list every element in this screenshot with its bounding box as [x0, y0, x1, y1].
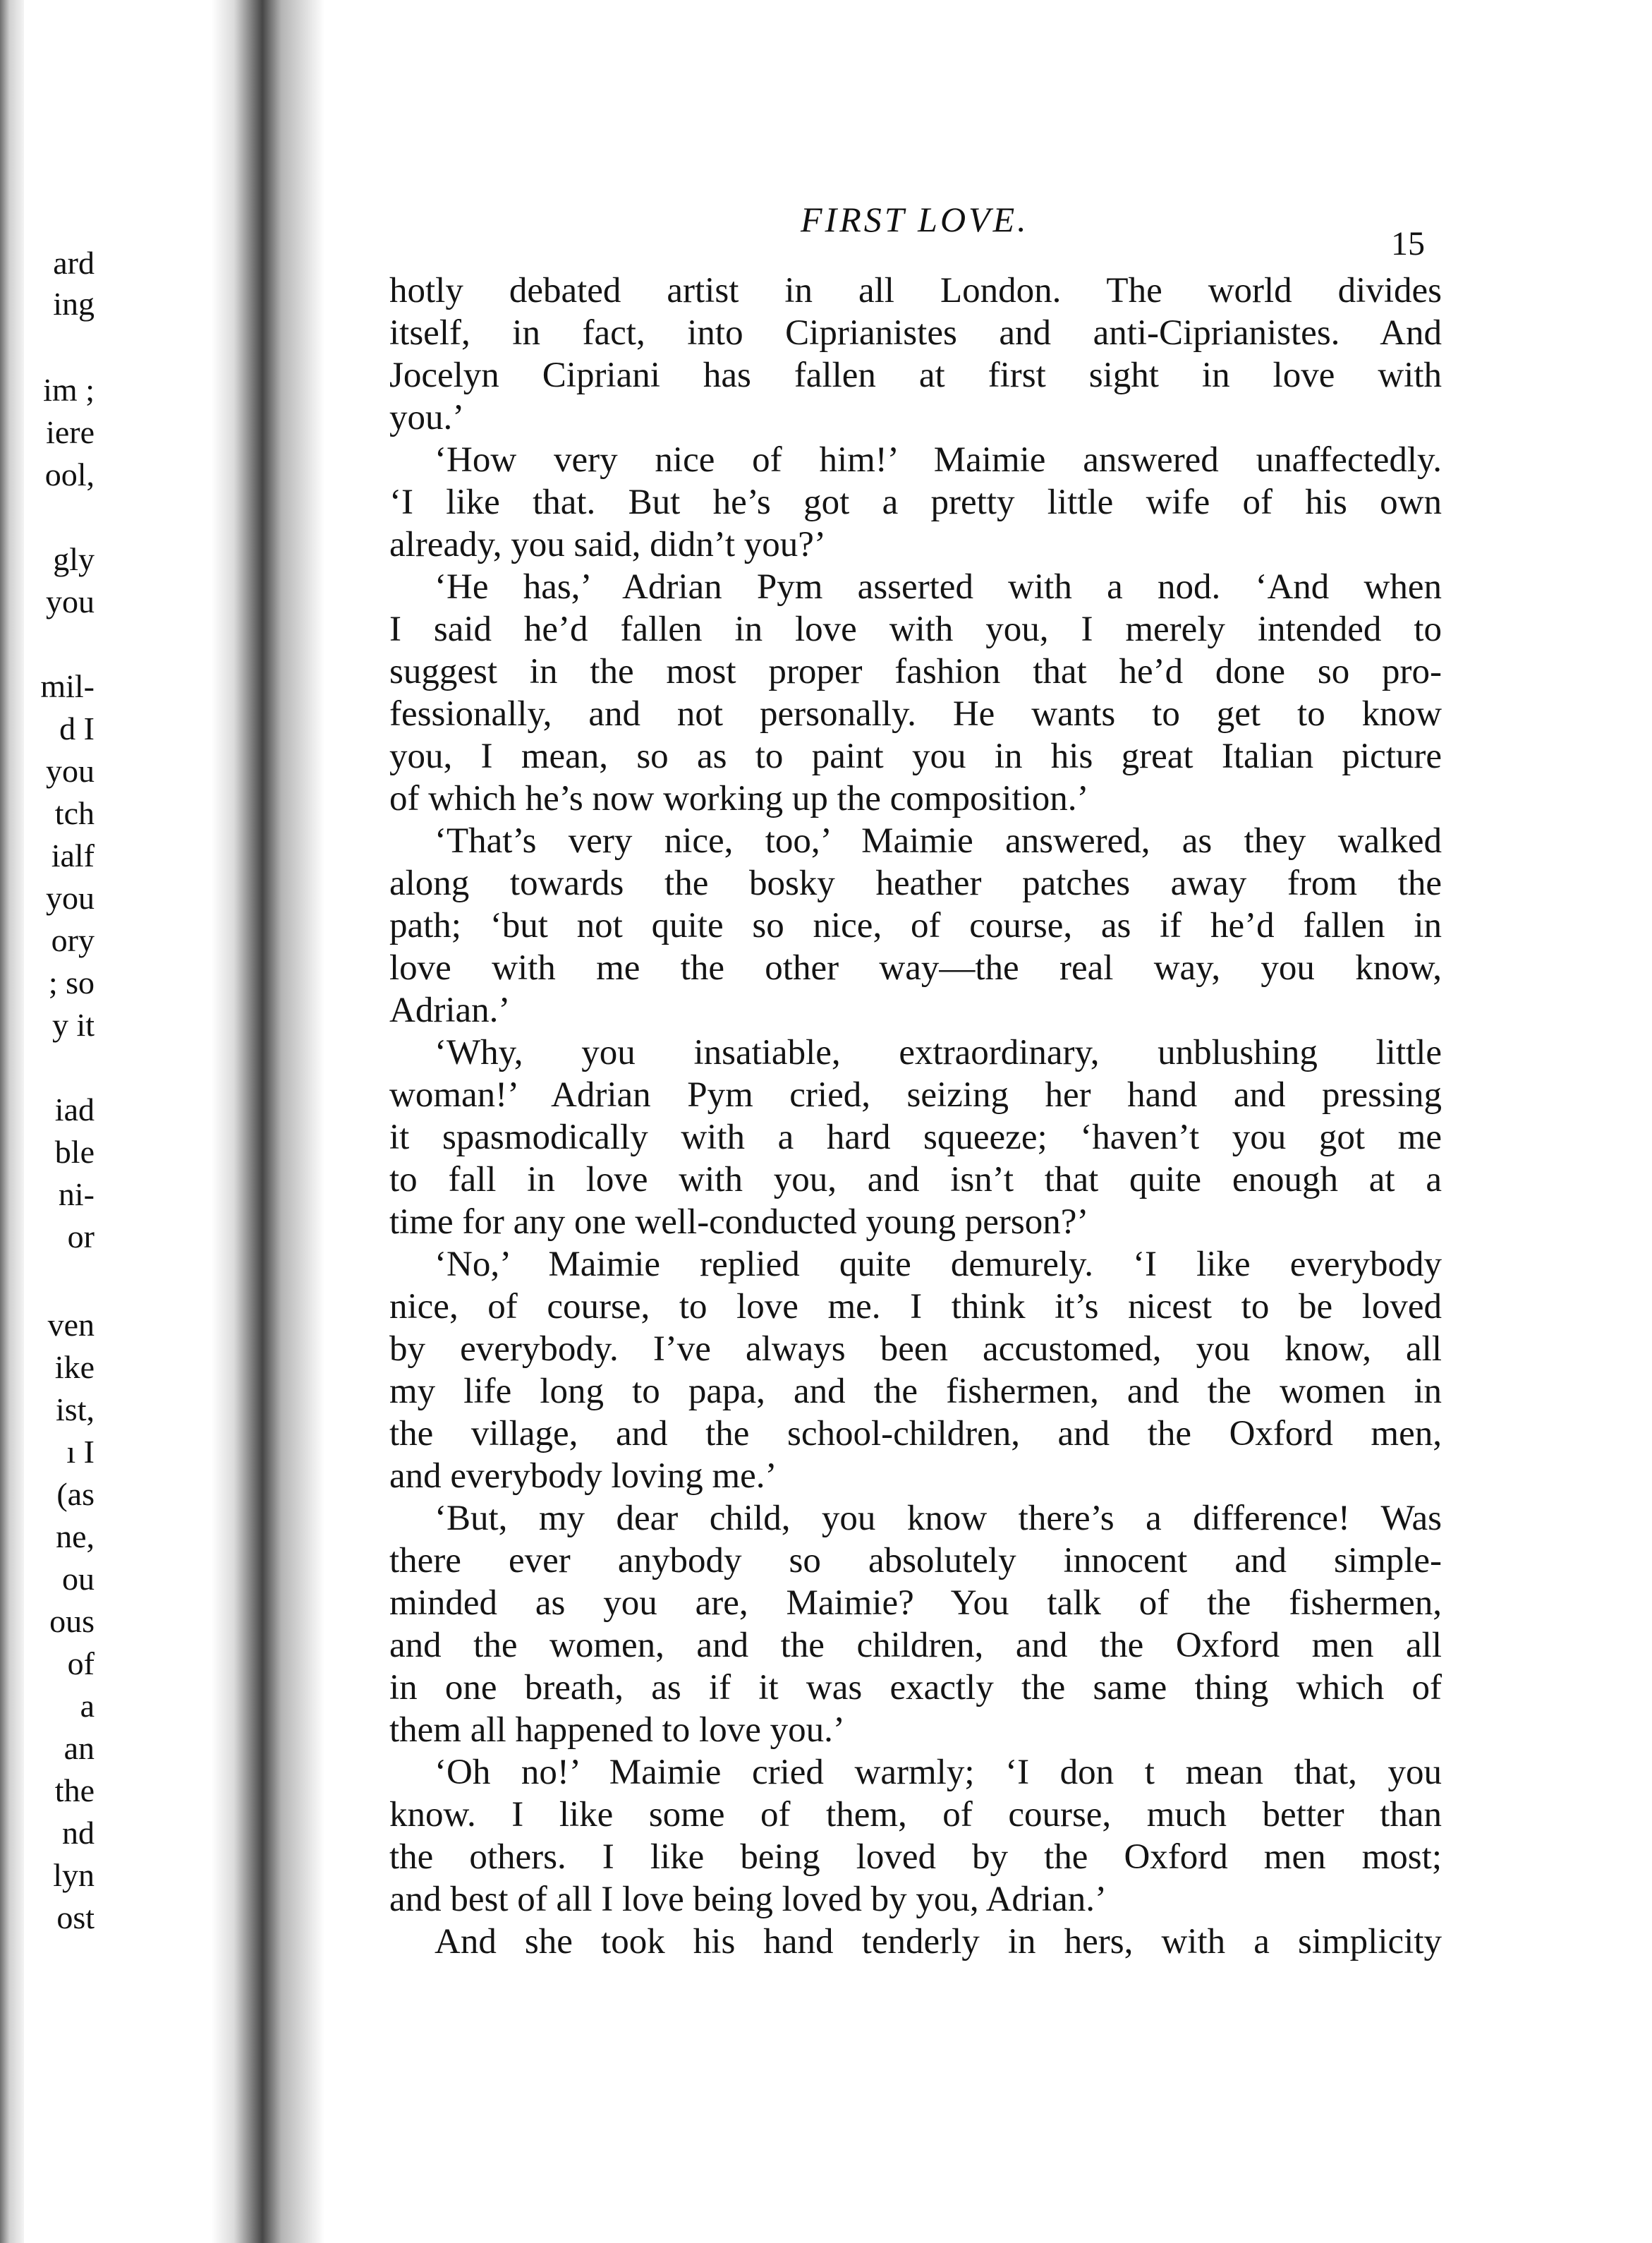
- text-line: time for any one well-conducted young person?’: [389, 1202, 1089, 1242]
- text-line: itself, in fact, into Ciprianistes and anti-Ciprianistes. And: [389, 313, 1442, 353]
- facing-page-line: a: [80, 1688, 95, 1724]
- facing-page-line: ing: [53, 286, 95, 322]
- facing-page-line: ou: [62, 1561, 95, 1597]
- facing-page-line: ven: [47, 1307, 95, 1343]
- text-line: ‘He has,’ Adrian Pym asserted with a nod. ‘And when: [435, 567, 1442, 607]
- text-line: and best of all I love being loved by you, Adrian.’: [389, 1880, 1107, 1919]
- facing-page-line: ist,: [56, 1391, 95, 1427]
- text-line: to fall in love with you, and isn’t that quite enough at a: [389, 1160, 1442, 1199]
- facing-page-line: ı I: [66, 1434, 95, 1470]
- text-line: Jocelyn Cipriani has fallen at first sight in love with: [389, 356, 1442, 395]
- text-line: ‘How very nice of him!’ Maimie answered unaffectedly.: [435, 440, 1442, 480]
- facing-page-line: you: [46, 584, 95, 619]
- text-line: fessionally, and not personally. He wants to get to know: [389, 694, 1442, 734]
- facing-page-line: ialf: [51, 838, 95, 873]
- facing-page-line: nd: [62, 1815, 95, 1851]
- text-line: you, I mean, so as to paint you in his great Italian picture: [389, 737, 1442, 776]
- text-line: it spasmodically with a hard squeeze; ‘haven’t you got me: [389, 1118, 1442, 1157]
- text-line: the village, and the school-children, and the Oxford men,: [389, 1414, 1442, 1453]
- body-text: [389, 270, 1442, 1963]
- text-line: know. I like some of them, of course, much better than: [389, 1795, 1442, 1834]
- facing-page-line: im ;: [43, 372, 95, 408]
- text-line: by everybody. I’ve always been accustomed, you know, all: [389, 1329, 1442, 1369]
- text-line: suggest in the most proper fashion that he’d done so pro-: [389, 652, 1442, 691]
- facing-page-line: mil-: [40, 668, 95, 704]
- text-line: I said he’d fallen in love with you, I merely intended to: [389, 610, 1442, 649]
- facing-page-line: lyn: [53, 1857, 95, 1893]
- text-line: ‘But, my dear child, you know there’s a difference! Was: [435, 1499, 1442, 1538]
- facing-page-line: ble: [54, 1134, 95, 1170]
- text-line: nice, of course, to love me. I think it’s nicest to be loved: [389, 1287, 1442, 1326]
- facing-page-line: ike: [54, 1349, 95, 1385]
- text-line: ‘Oh no!’ Maimie cried warmly; ‘I don t mean that, you: [435, 1753, 1442, 1792]
- running-head: FIRST LOVE.: [801, 200, 1029, 239]
- text-line: and everybody loving me.’: [389, 1456, 777, 1496]
- text-line: in one breath, as if it was exactly the same thing which of: [389, 1668, 1442, 1707]
- text-line: the others. I like being loved by the Oxford men most;: [389, 1837, 1442, 1877]
- text-line: there ever anybody so absolutely innocent and simple-: [389, 1541, 1442, 1580]
- text-line: and the women, and the children, and the Oxford men all: [389, 1626, 1442, 1665]
- text-line: hotly debated artist in all London. The world divides: [389, 271, 1442, 310]
- facing-page-line: you: [46, 753, 95, 789]
- text-line: you.’: [389, 398, 465, 437]
- text-line: path; ‘but not quite so nice, of course, as if he’d fallen in: [389, 906, 1442, 945]
- text-line: of which he’s now working up the composition.’: [389, 779, 1089, 818]
- facing-page-line: iad: [54, 1092, 95, 1127]
- page-number: 15: [1391, 225, 1425, 262]
- facing-page-line: ; so: [48, 965, 95, 1000]
- facing-page-line: d I: [59, 711, 95, 746]
- book-gutter-shadow: [212, 0, 324, 2243]
- text-line: love with me the other way—the real way, you know,: [389, 948, 1442, 988]
- facing-page-line: ne,: [56, 1518, 95, 1554]
- facing-page-line: y it: [51, 1007, 95, 1043]
- text-line: ‘No,’ Maimie replied quite demurely. ‘I like everybody: [435, 1245, 1442, 1284]
- text-line: ‘I like that. But he’s got a pretty little wife of his own: [389, 483, 1442, 522]
- facing-page-line: ard: [53, 245, 95, 281]
- facing-page-line: the: [54, 1772, 95, 1808]
- facing-page-line: or: [67, 1219, 95, 1254]
- facing-page-line: of: [67, 1645, 95, 1681]
- text-line: my life long to papa, and the fishermen, and the women in: [389, 1372, 1442, 1411]
- facing-page-line: ool,: [44, 457, 95, 492]
- facing-page-line: ni-: [58, 1176, 95, 1212]
- facing-page-line: gly: [53, 541, 95, 577]
- facing-page-fragment: [0, 0, 99, 2243]
- facing-page-line: iere: [46, 414, 95, 450]
- facing-page-line: an: [63, 1730, 95, 1766]
- text-line: minded as you are, Maimie? You talk of the fishermen,: [389, 1583, 1442, 1623]
- facing-page-line: ory: [51, 922, 95, 958]
- facing-page-line: (as: [56, 1476, 95, 1512]
- text-line: ‘Why, you insatiable, extraordinary, unblushing little: [435, 1033, 1442, 1072]
- facing-page-line: you: [46, 880, 95, 916]
- text-line: them all happened to love you.’: [389, 1710, 845, 1750]
- facing-page-line: tch: [54, 795, 95, 831]
- text-line: And she took his hand tenderly in hers, with a simplicity: [435, 1922, 1442, 1961]
- text-line: ‘That’s very nice, too,’ Maimie answered, as they walked: [435, 821, 1442, 861]
- text-line: woman!’ Adrian Pym cried, seizing her hand and pressing: [389, 1075, 1442, 1115]
- facing-page-line: ost: [56, 1899, 95, 1935]
- facing-page-line: ous: [49, 1603, 95, 1639]
- text-line: Adrian.’: [389, 991, 511, 1030]
- text-line: already, you said, didn’t you?’: [389, 525, 826, 564]
- text-line: along towards the bosky heather patches away from the: [389, 864, 1442, 903]
